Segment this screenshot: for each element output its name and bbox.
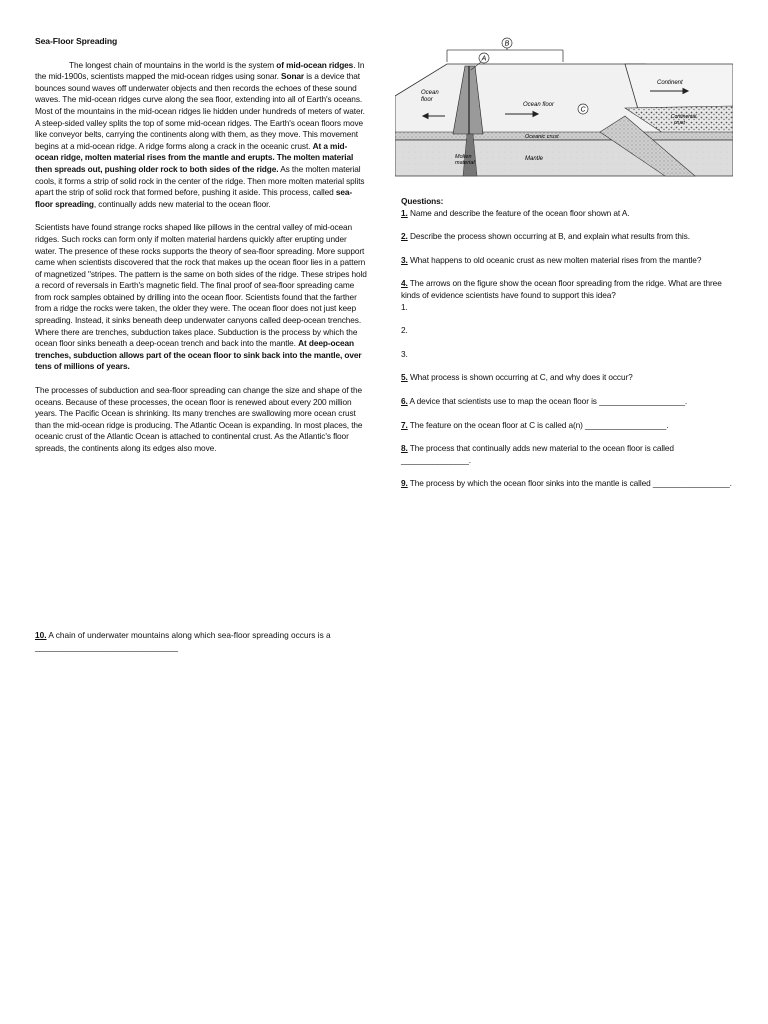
- questions-heading: Questions:: [401, 196, 444, 206]
- question-1: [401, 208, 736, 220]
- oceanic-crust-label: Oceanic crust: [525, 134, 559, 140]
- question-4-answer-1: 1.: [401, 301, 408, 312]
- question-4: [401, 278, 736, 301]
- p1-text-a: The longest chain of mountains in the world is the system: [69, 59, 277, 70]
- question-10-text: A chain of underwater mountains along which sea-floor spreading occurs is a: [46, 630, 331, 640]
- question-7-text: The feature on the ocean floor at C is called a(n) __________________.: [407, 419, 669, 430]
- paragraph-1: [35, 60, 367, 211]
- label-c: C: [580, 106, 586, 114]
- continental-label-2: crust: [674, 120, 685, 126]
- question-1-number: 1.: [401, 207, 408, 218]
- p1-bold-h: sea-floor spreading: [35, 187, 353, 209]
- mantle-label: Mantle: [525, 156, 544, 162]
- question-3-text: What happens to old oceanic crust as new molten material rises from the mantle?: [407, 254, 702, 265]
- question-7-number: 7.: [401, 419, 408, 430]
- question-2-text: Describe the process shown occurring at B, and explain what results from this.: [407, 231, 690, 242]
- continental-label-1: Continental: [671, 114, 697, 120]
- question-3: [401, 255, 736, 267]
- p1-text-c: . In the mid-1900s, scientists mapped the mid-ocean ridges using sonar.: [35, 59, 365, 82]
- p2-text-a: Scientists have found strange rocks shaped like pillows in the central valley of mid-ocean ridges. Such rocks can form only if molten material hardens quickly after erupting under water. The presence of these rocks supports the theory of sea-floor spreading. More support came when scientists discovered that the rock that makes up the ocean floor lies in a pattern of magnetized "stripes. The pattern is the same on both sides of the ridge. These stripes hold a record of reversals in Earth's magnetic field. The final proof of sea-floor spreading came from rock samples obtained by drilling into the ocean floor. Scientists found that the farther from a ridge the rocks were taken, the older they were. The ocean floor does not just keep spreading. Instead, it sinks beneath deep underwater canyons called deep-ocean trenches. Where there are trenches, subduction takes place. Subduction is the process by which the ocean floor sinks beneath a deep-ocean trench and back into the mantle.: [35, 222, 367, 349]
- ocean-floor-left-label-1: Ocean: [421, 90, 439, 96]
- molten-label-1: Molten: [455, 154, 472, 160]
- question-5: [401, 372, 736, 384]
- p1-text-g: As the molten material cools, it forms a strip of solid rock in the center of the ridge. Then more molten material splits apart the strip of solid rock that formed before, pushing it aside. This process, called: [35, 163, 365, 198]
- label-b: B: [504, 40, 510, 48]
- question-10-number: 10.: [35, 630, 47, 640]
- question-3-number: 3.: [401, 254, 408, 265]
- question-9-text: The process by which the ocean floor sinks into the mantle is called _________________.: [407, 478, 732, 489]
- page-title: Sea-Floor Spreading: [35, 36, 118, 46]
- question-2: [401, 231, 736, 243]
- label-b-group: [447, 38, 563, 62]
- question-10: [35, 630, 375, 653]
- sea-floor-diagram: [395, 36, 733, 188]
- question-4-number: 4.: [401, 278, 408, 289]
- p1-text-i: , continually adds new material to the ocean floor.: [93, 198, 271, 209]
- question-8-number: 8.: [401, 443, 408, 454]
- molten-label-2: material: [455, 160, 475, 166]
- p2-bold-b: At deep-ocean trenches, subduction allows part of the ocean floor to sink back into the mantle, over tens of millions of years.: [35, 338, 362, 372]
- paragraph-3: The processes of subduction and sea-floor spreading can change the size and shape of the oceans. Because of these processes, the ocean floor is renewed about every 200 million years. The Pacific Ocean is shrinking. Its many trenches are swallowing more ocean crust than the mid-ocean ridge is producing. The Atlantic Ocean is expanding. In most places, the oceanic crust of the Atlantic Ocean is attached to continental crust. As the Atlantic's floor spreads, the continents along its edges also move.: [35, 385, 363, 453]
- p1-text-e: is a device that bounces sound waves off underwater objects and then records the echoes of these sound waves. The mid-ocean ridges curve along the sea floor, extending into all of Earth's oceans. Most of the mountains in the mid-ocean ridges lie hidden under hundreds of meters of water. A steep-sided valley splits the top of some mid-ocean ridges. The Earth's ocean floors move like conveyor belts, carrying the continents along with them, as they move. This movement begins at a mid-ocean ridge. A ridge forms along a crack in the oceanic crust.: [35, 71, 365, 151]
- question-5-text: What process is shown occurring at C, and why does it occur?: [407, 372, 633, 383]
- p1-bold-b: of mid-ocean ridges: [276, 59, 354, 70]
- oceanic-crust-band: [395, 132, 733, 140]
- question-6-text: A device that scientists use to map the ocean floor is ___________________.: [407, 395, 688, 406]
- continent-label: Continent: [657, 80, 683, 86]
- ocean-floor-left-label-2: floor: [421, 97, 433, 103]
- question-8: [401, 443, 736, 466]
- question-4-text: The arrows on the figure show the ocean floor spreading from the ridge. What are three kinds of evidence scientists have found to support this idea?: [401, 278, 722, 300]
- question-9-number: 9.: [401, 478, 408, 489]
- question-2-number: 2.: [401, 231, 408, 242]
- question-9: [401, 478, 736, 490]
- question-4-answer-2: 2.: [401, 325, 408, 336]
- question-10-blank[interactable]: _______________________________: [35, 641, 179, 652]
- question-1-text: Name and describe the feature of the ocean floor shown at A.: [407, 207, 630, 218]
- reading-passage: [35, 36, 367, 467]
- question-7: [401, 420, 736, 432]
- question-6: [401, 396, 736, 408]
- p1-bold-f: At a mid-ocean ridge, molten material rises from the mantle and erupts. The molten material then spreads out, pushing older rock to both sides of the ridge.: [35, 140, 354, 174]
- label-a: A: [481, 55, 487, 63]
- question-4-answer-3: 3.: [401, 348, 408, 359]
- question-8-text: The process that continually adds new material to the ocean floor is called _______________.: [401, 443, 674, 465]
- question-5-number: 5.: [401, 372, 408, 383]
- questions-section: [401, 196, 736, 502]
- paragraph-2: [35, 222, 367, 373]
- question-6-number: 6.: [401, 395, 408, 406]
- p1-bold-d: Sonar: [281, 71, 305, 82]
- ocean-floor-right-label: Ocean floor: [523, 102, 555, 108]
